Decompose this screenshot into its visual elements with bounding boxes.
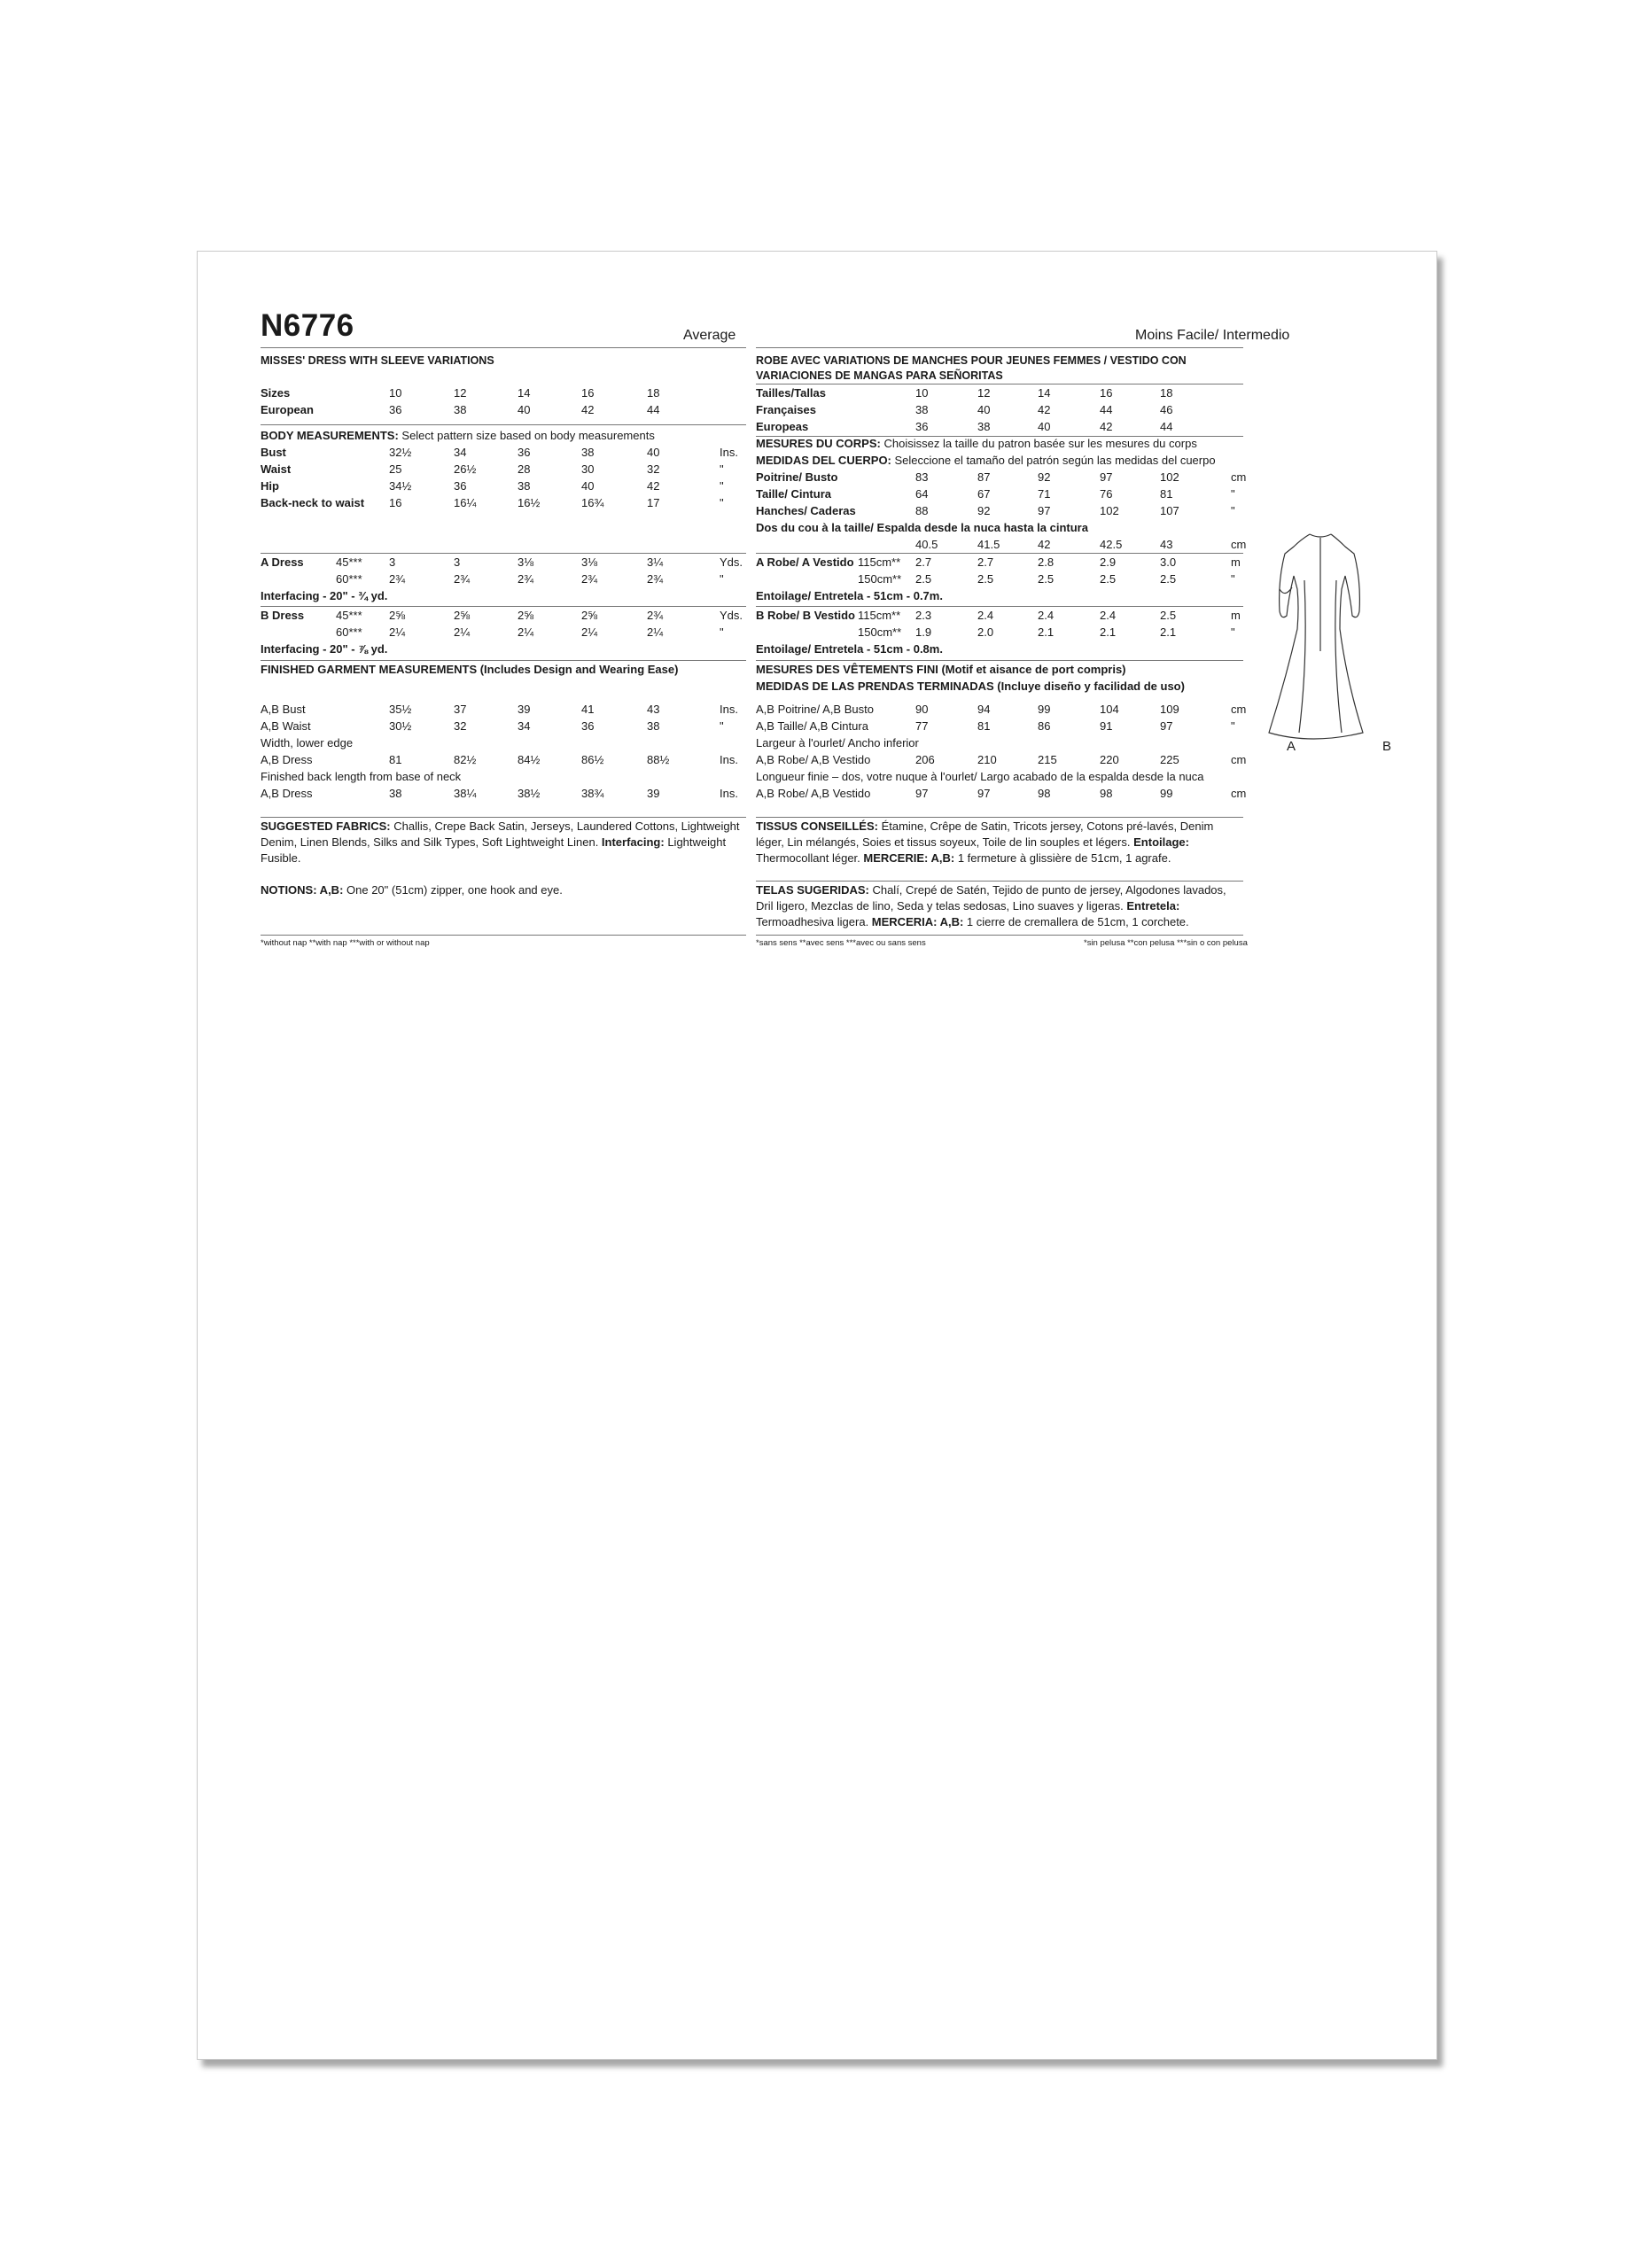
cell-value: 3⅛ [581,555,598,569]
cell-value: 2¾ [581,572,598,586]
row-label: A Robe/ A Vestido [756,555,854,569]
cell-value: 92 [1038,470,1051,484]
cell-value: 36 [454,479,467,493]
unit: cm [1231,787,1247,800]
unit: " [1231,625,1235,639]
unit: m [1231,609,1241,622]
unit: " [1231,504,1235,517]
cell-value: 97 [1100,470,1113,484]
fabric-width: 115cm** [858,555,901,569]
cell-value: 17 [647,496,660,509]
mesures-vetements-heading: MESURES DES VÊTEMENTS FINI (Motif et aisance de port compris) [756,663,1126,676]
rule [261,553,746,554]
table-row [198,537,1436,553]
cell-value: 99 [1160,787,1173,800]
cell-value: 25 [389,462,402,476]
fabric-width: 115cm** [858,609,901,622]
row-label: A,B Robe/ A,B Vestido [756,753,871,766]
cell-value: 16 [389,496,402,509]
unit: Ins. [720,753,738,766]
dress-back-illustration [1258,527,1382,766]
cell-value: 81 [1160,487,1173,501]
cell-value: 2⅝ [518,609,534,622]
cell-value: 44 [647,403,660,416]
fabric-width: 150cm** [858,625,902,639]
cell-value: 42.5 [1100,538,1123,551]
table-row [198,786,1436,802]
unit: Yds. [720,555,743,569]
cell-value: 220 [1100,753,1119,766]
longueur-label: Longueur finie – dos, votre nuque à l'ourlet/ Largo acabado de la espalda desde la nuca [756,770,1204,783]
unit: cm [1231,538,1247,551]
cell-value: 206 [915,753,935,766]
cell-value: 76 [1100,487,1113,501]
cell-value: 1.9 [915,625,932,639]
tissus-conseilles: TISSUS CONSEILLÉS: Étamine, Crêpe de Satin, Tricots jersey, Cotons pré-lavés, Denim léger, Lin mélangés, Soies et tissus soyeux, Toile de lin souples et légers. Entoilage: Thermocollant léger. MERCERIE: A,B: 1 fermeture à glissière de 51cm, 1 agrafe. [756,819,1214,865]
cell-value: 18 [1160,386,1173,400]
suggested-fabrics: SUGGESTED FABRICS: Challis, Crepe Back Satin, Jerseys, Laundered Cottons, Lightweight Denim, Linen Blends, Silks and Silk Types, Soft Lightweight Linen. Interfacing: Lightweight Fusible. [261,819,740,865]
unit: Ins. [720,703,738,716]
body-measurements-heading: BODY MEASUREMENTS: Select pattern size based on body measurements [261,429,655,442]
cell-value: 97 [915,787,929,800]
fabric-width: 60*** [336,625,362,639]
cell-value: 225 [1160,753,1179,766]
row-label: Taille/ Cintura [756,487,831,501]
cell-value: 38 [389,787,402,800]
footnote-es: *sin pelusa **con pelusa ***sin o con pelusa [1084,938,1248,948]
cell-value: 40.5 [915,538,938,551]
cell-value: 3 [389,555,396,569]
unit: " [1231,719,1235,733]
cell-value: 16½ [518,496,541,509]
table-row [198,419,1436,435]
cell-value: 39 [647,787,660,800]
cell-value: 99 [1038,703,1051,716]
cell-value: 44 [1160,420,1173,433]
unit: m [1231,555,1241,569]
row-label: Poitrine/ Busto [756,470,838,484]
cell-value: 98 [1100,787,1113,800]
entoilage-a: Entoilage/ Entretela - 51cm - 0.7m. [756,589,943,602]
cell-value: 83 [915,470,929,484]
row-label: Hanches/ Caderas [756,504,856,517]
cell-value: 36 [518,446,531,459]
cell-value: 2.8 [1038,555,1055,569]
row-label: A Dress [261,555,304,569]
footnote-en: *without nap **with nap ***with or without nap [261,938,430,948]
telas-sugeridas: TELAS SUGERIDAS: Chalí, Crepé de Satén, Tejido de punto de jersey, Algodones lavados, Dril ligero, Mezclas de lino, Seda y telas sedosas, Lino suaves y ligeras. Entretela: Termoadhesiva ligera. MERCERIA: A,B: 1 cierre de cremallera de 51cm, 1 corchete. [756,883,1226,928]
table-row [198,608,1436,624]
cell-value: 107 [1160,504,1179,517]
cell-value: 3¼ [647,555,664,569]
unit: " [720,719,724,733]
unit: Ins. [720,446,738,459]
medidas-prendas-heading: MEDIDAS DE LAS PRENDAS TERMINADAS (Incluye diseño y facilidad de uso) [756,680,1185,693]
table-row [198,718,1436,734]
cell-value: 38¼ [454,787,477,800]
title-en: MISSES' DRESS WITH SLEEVE VARIATIONS [261,354,494,367]
cell-value: 42 [1038,538,1051,551]
rule [261,606,746,607]
cell-value: 2¾ [454,572,471,586]
back-length-label: Finished back length from base of neck [261,770,462,783]
unit: " [720,479,724,493]
rule [261,935,746,936]
title-fr: ROBE AVEC VARIATIONS DE MANCHES POUR JEUNES FEMMES / VESTIDO CON VARIACIONES DE MANGAS PARA SEÑORITAS [756,354,1187,382]
largeur-label: Largeur à l'ourlet/ Ancho inferior [756,736,919,750]
cell-value: 109 [1160,703,1179,716]
cell-value: 67 [977,487,991,501]
cell-value: 30 [581,462,595,476]
cell-value: 38 [454,403,467,416]
cell-value: 2.5 [1160,609,1177,622]
row-label: Back-neck to waist [261,496,365,509]
fabric-width: 45*** [336,609,362,622]
cell-value: 2¾ [647,609,664,622]
cell-value: 86 [1038,719,1051,733]
cell-value: 42 [1038,403,1051,416]
cell-value: 28 [518,462,531,476]
cell-value: 41 [581,703,595,716]
row-label: Bust [261,446,286,459]
cell-value: 81 [977,719,991,733]
unit: Yds. [720,609,743,622]
view-label-b: B [1382,739,1392,754]
unit: " [720,496,724,509]
row-label: European [261,403,314,416]
pattern-number: N6776 [261,308,354,343]
cell-value: 2¼ [389,625,406,639]
cell-value: 2.0 [977,625,994,639]
cell-value: 18 [647,386,660,400]
row-label: B Dress [261,609,305,622]
cell-value: 97 [977,787,991,800]
cell-value: 12 [454,386,467,400]
cell-value: 38¾ [581,787,604,800]
table-row [198,402,1436,418]
footnote-fr: *sans sens **avec sens ***avec ou sans sens [756,938,926,948]
cell-value: 16¾ [581,496,604,509]
cell-value: 82½ [454,753,477,766]
cell-value: 77 [915,719,929,733]
cell-value: 87 [977,470,991,484]
row-label: Tailles/Tallas [756,386,827,400]
cell-value: 3 [454,555,461,569]
cell-value: 38 [915,403,929,416]
row-label: B Robe/ B Vestido [756,609,855,622]
cell-value: 98 [1038,787,1051,800]
unit: " [1231,572,1235,586]
unit: cm [1231,470,1247,484]
table-row [198,503,1436,519]
interfacing-a: Interfacing - 20" - ¾ yd. [261,589,388,602]
cell-value: 43 [1160,538,1173,551]
entoilage-b: Entoilage/ Entretela - 51cm - 0.8m. [756,642,943,656]
table-row [198,571,1436,587]
cell-value: 26½ [454,462,477,476]
cell-value: 40 [518,403,531,416]
cell-value: 34½ [389,479,412,493]
cell-value: 2⅝ [389,609,406,622]
table-row [198,385,1436,401]
cell-value: 38 [518,479,531,493]
cell-value: 10 [389,386,402,400]
table-row [198,625,1436,641]
cell-value: 37 [454,703,467,716]
cell-value: 94 [977,703,991,716]
cell-value: 40 [581,479,595,493]
rule [756,347,1243,348]
cell-value: 2.5 [1160,572,1177,586]
cell-value: 14 [1038,386,1051,400]
cell-value: 2¾ [647,572,664,586]
cell-value: 2¾ [389,572,406,586]
fabric-width: 45*** [336,555,362,569]
cell-value: 42 [581,403,595,416]
unit: " [1231,487,1235,501]
cell-value: 2¼ [454,625,471,639]
mesures-du-corps-heading: MESURES DU CORPS: Choisissez la taille du patron basée sur les mesures du corps [756,437,1197,450]
cell-value: 2.4 [1100,609,1117,622]
cell-value: 2.1 [1160,625,1177,639]
cell-value: 16 [1100,386,1113,400]
cell-value: 88½ [647,753,670,766]
cell-value: 92 [977,504,991,517]
row-label: Waist [261,462,292,476]
cell-value: 2.7 [915,555,932,569]
cell-value: 97 [1038,504,1051,517]
cell-value: 2.4 [1038,609,1055,622]
cell-value: 40 [977,403,991,416]
row-label: A,B Dress [261,753,313,766]
row-label: Europeas [756,420,809,433]
cell-value: 16¼ [454,496,477,509]
cell-value: 38 [581,446,595,459]
cell-value: 2.1 [1100,625,1117,639]
rule [756,553,1243,554]
table-row [198,555,1436,571]
cell-value: 102 [1160,470,1179,484]
cell-value: 71 [1038,487,1051,501]
cell-value: 16 [581,386,595,400]
finished-measurements-heading: FINISHED GARMENT MEASUREMENTS (Includes Design and Wearing Ease) [261,663,679,676]
cell-value: 32 [647,462,660,476]
cell-value: 84½ [518,753,541,766]
row-label: A,B Dress [261,787,313,800]
unit: cm [1231,753,1247,766]
cell-value: 40 [647,446,660,459]
cell-value: 35½ [389,703,412,716]
cell-value: 215 [1038,753,1057,766]
rule [261,347,746,348]
table-row [198,702,1436,718]
rule [261,817,746,818]
cell-value: 2⅝ [581,609,598,622]
cell-value: 2.5 [915,572,932,586]
unit: Ins. [720,787,738,800]
cell-value: 2.3 [915,609,932,622]
row-label: A,B Taille/ A,B Cintura [756,719,868,733]
table-row [198,470,1436,485]
cell-value: 2.1 [1038,625,1055,639]
cell-value: 2.5 [1100,572,1117,586]
cell-value: 2¾ [518,572,534,586]
rule [261,660,746,661]
rule [756,660,1243,661]
rule [756,881,1243,882]
cell-value: 97 [1160,719,1173,733]
cell-value: 41.5 [977,538,1000,551]
unit: " [720,462,724,476]
cell-value: 81 [389,753,402,766]
row-label: Françaises [756,403,816,416]
row-label: Sizes [261,386,291,400]
cell-value: 3.0 [1160,555,1177,569]
cell-value: 38 [977,420,991,433]
cell-value: 36 [581,719,595,733]
unit: cm [1231,703,1247,716]
cell-value: 3⅛ [518,555,534,569]
rule [756,935,1243,936]
cell-value: 102 [1100,504,1119,517]
cell-value: 44 [1100,403,1113,416]
cell-value: 64 [915,487,929,501]
pattern-envelope-back [197,251,1437,2060]
cell-value: 90 [915,703,929,716]
cell-value: 40 [1038,420,1051,433]
row-label: A,B Robe/ A,B Vestido [756,787,871,800]
cell-value: 39 [518,703,531,716]
cell-value: 34 [518,719,531,733]
unit: " [720,572,724,586]
row-label: Hip [261,479,279,493]
cell-value: 43 [647,703,660,716]
cell-value: 38 [647,719,660,733]
cell-value: 14 [518,386,531,400]
cell-value: 36 [389,403,402,416]
cell-value: 2.5 [977,572,994,586]
difficulty-en: Average [683,328,736,343]
cell-value: 2⅝ [454,609,471,622]
width-label: Width, lower edge [261,736,354,750]
interfacing-b: Interfacing - 20" - ⅞ yd. [261,642,388,656]
cell-value: 2¼ [581,625,598,639]
cell-value: 32 [454,719,467,733]
cell-value: 12 [977,386,991,400]
dos-label: Dos du cou à la taille/ Espalda desde la nuca hasta la cintura [756,521,1088,534]
cell-value: 88 [915,504,929,517]
medidas-del-cuerpo-heading: MEDIDAS DEL CUERPO: Seleccione el tamaño del patrón según las medidas del cuerpo [756,454,1216,467]
fabric-width: 150cm** [858,572,902,586]
row-label: A,B Bust [261,703,306,716]
cell-value: 104 [1100,703,1119,716]
cell-value: 42 [647,479,660,493]
cell-value: 86½ [581,753,604,766]
row-label: A,B Poitrine/ A,B Busto [756,703,874,716]
cell-value: 10 [915,386,929,400]
cell-value: 2.9 [1100,555,1117,569]
cell-value: 36 [915,420,929,433]
cell-value: 46 [1160,403,1173,416]
cell-value: 91 [1100,719,1113,733]
cell-value: 32½ [389,446,412,459]
table-row [198,486,1436,502]
fabric-width: 60*** [336,572,362,586]
cell-value: 2¼ [518,625,534,639]
cell-value: 38½ [518,787,541,800]
cell-value: 42 [1100,420,1113,433]
cell-value: 2.4 [977,609,994,622]
view-label-a: A [1287,739,1296,754]
cell-value: 2¼ [647,625,664,639]
cell-value: 30½ [389,719,412,733]
rule [756,817,1243,818]
cell-value: 34 [454,446,467,459]
rule [756,606,1243,607]
notions: NOTIONS: A,B: One 20" (51cm) zipper, one hook and eye. [261,883,563,897]
cell-value: 2.5 [1038,572,1055,586]
cell-value: 2.7 [977,555,994,569]
difficulty-fr: Moins Facile/ Intermedio [1135,328,1290,343]
table-row [198,752,1436,768]
unit: " [720,625,724,639]
row-label: A,B Waist [261,719,311,733]
cell-value: 210 [977,753,997,766]
